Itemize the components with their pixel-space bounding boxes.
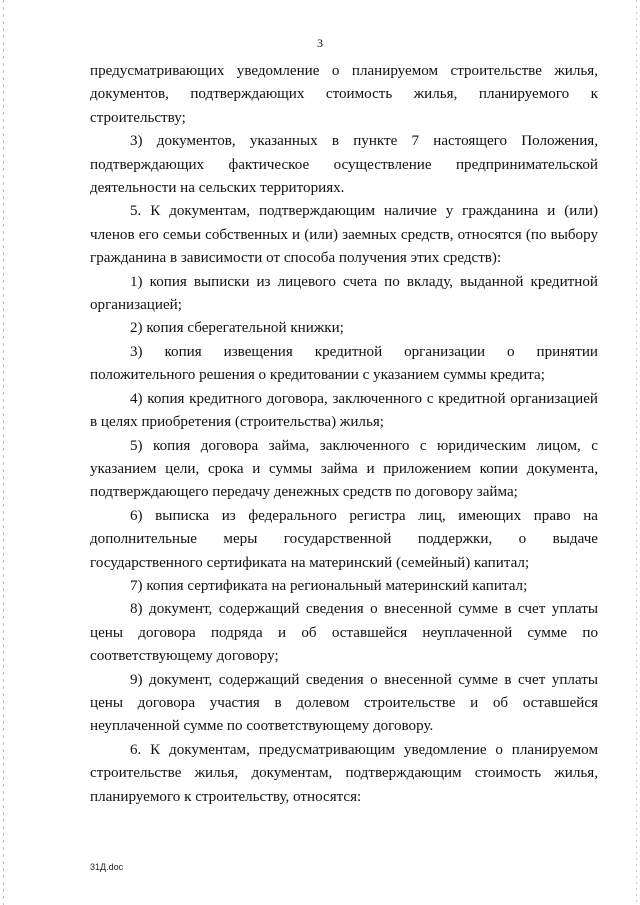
page-number: 3 [317, 36, 323, 50]
paragraph-item-8: 8) документ, содержащий сведения о внесенной сумме в счет уплаты цены договора подряда и об оставшейся неуплаченной сумме по соответствующему договору; [90, 601, 598, 665]
paragraph-item-5: 5) копия договора займа, заключенного с юридическим лицом, с указанием цели, срока и суммы займа и приложением копии документа, подтверждающего передачу денежных средств по договору займа; [90, 437, 598, 501]
paragraph-section-5: 5. К документам, подтверждающим наличие у гражданина и (или) членов его семьи собственных и (или) заемных средств, относятся (по выбору гражданина в зависимости от способа получения этих средств): [90, 203, 598, 267]
paragraph-item-9: 9) документ, содержащий сведения о внесенной сумме в счет уплаты цены договора участия в долевом строительстве и об оставшейся неуплаченной сумме по соответствующему договору. [90, 671, 598, 735]
paragraph-continuation: предусматривающих уведомление о планируемом строительстве жилья, документов, подтверждающих стоимость жилья, планируемого к строительству; [90, 63, 598, 126]
paragraph-item-3b: 3) копия извещения кредитной организации о принятии положительного решения о кредитовании с указанием суммы кредита; [90, 343, 598, 384]
paragraph-item-6: 6) выписка из федерального регистра лиц, имеющих право на дополнительные меры государственной поддержки, о выдаче государственного сертификата на материнский (семейный) капитал; [90, 507, 598, 571]
paragraph-item-4: 4) копия кредитного договора, заключенного с кредитной организацией в целях приобретения (строительства) жилья; [90, 390, 598, 431]
footer-filename: 31Д.doc [90, 862, 124, 872]
document-body [90, 60, 598, 809]
scan-edge-right [636, 0, 637, 905]
paragraph-item-1: 1) копия выписки из лицевого счета по вкладу, выданной кредитной организацией; [90, 273, 598, 314]
scan-edge-left [3, 0, 4, 905]
paragraph-item-2: 2) копия сберегательной книжки; [130, 320, 344, 337]
paragraph-item-7: 7) копия сертификата на региональный материнский капитал; [130, 577, 528, 594]
paragraph-item-3: 3) документов, указанных в пункте 7 настоящего Положения, подтверждающих фактическое осуществление предпринимательской деятельности на сельских территориях. [90, 133, 598, 197]
paragraph-section-6: 6. К документам, предусматривающим уведомление о планируемом строительстве жилья, документам, подтверждающим стоимость жилья, планируемого к строительству, относятся: [90, 741, 598, 805]
